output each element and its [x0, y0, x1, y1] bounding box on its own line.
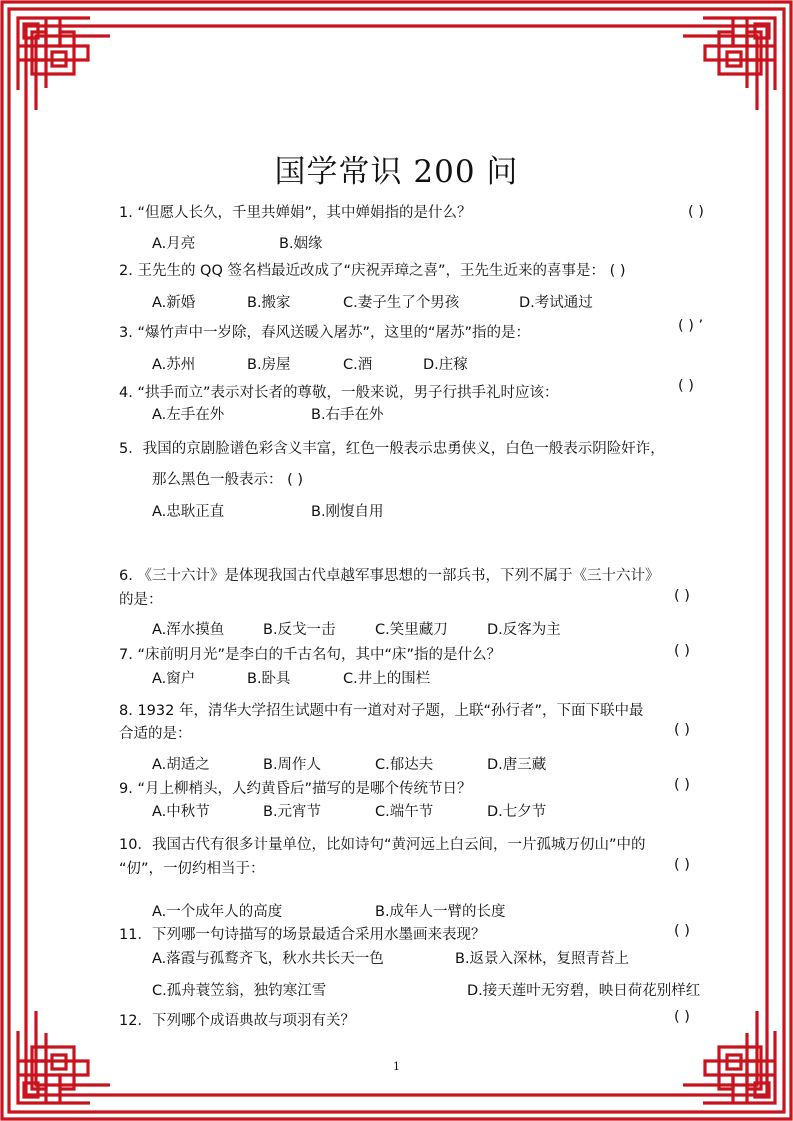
q10-option-b: B.成年人一臂的长度	[375, 904, 506, 920]
answer-paren-3: ( ) ’	[678, 318, 704, 334]
question-11: 11．下列哪一句诗描写的场景最适合采用水墨画来表现？	[119, 927, 486, 943]
q9-option-c: C.端午节	[375, 804, 434, 820]
q11-option-d: D.接天莲叶无穷碧，映日荷花别样红	[467, 983, 701, 999]
answer-paren-4: ( )	[678, 378, 694, 394]
q3-option-c: C.酒	[343, 357, 373, 373]
q7-option-a: A.窗户	[152, 671, 196, 687]
q9-option-b: B.元宵节	[263, 804, 322, 820]
question-5-line-2: 那么黑色一般表示： ( )	[152, 472, 304, 488]
question-4: 4. “拱手而立”表示对长者的尊敬，一般来说，男子行拱手礼时应该：	[119, 385, 559, 401]
question-9: 9. “月上柳梢头，人约黄昏后”描写的是哪个传统节日？	[119, 781, 472, 797]
q2-option-d: D.考试通过	[519, 295, 593, 311]
page-number: 1	[393, 1060, 400, 1073]
answer-paren-7: ( )	[674, 643, 690, 659]
question-10: 10．我国古代有很多计量单位，比如诗句“黄河远上白云间，一片孤城万仞山”中的	[119, 837, 646, 853]
answer-paren-9: ( )	[674, 777, 690, 793]
answer-paren-12: ( )	[674, 1009, 690, 1025]
q6-option-b: B.反戈一击	[263, 622, 336, 638]
q11-option-c: C.孤舟蓑笠翁，独钓寒江雪	[152, 983, 327, 999]
question-5: 5．我国的京剧脸谱色彩含义丰富，红色一般表示忠勇侠义，白色一般表示阴险奸诈，	[119, 441, 665, 457]
q2-option-a: A.新婚	[152, 295, 196, 311]
q8-option-d: D.唐三藏	[487, 757, 547, 773]
answer-paren-8: ( )	[674, 722, 690, 738]
q8-option-b: B.周作人	[263, 757, 322, 773]
answer-paren-11: ( )	[674, 923, 690, 939]
q4-option-a: A.左手在外	[152, 407, 225, 423]
question-8: 8. 1932 年，清华大学招生试题中有一道对对子题，上联“孙行者”，下面下联中最	[119, 703, 644, 719]
page-title: 国学常识 200 问	[274, 154, 519, 190]
q1-option-b: B.姻缘	[279, 236, 323, 252]
answer-paren-10: ( )	[674, 857, 690, 873]
question-3: 3. “爆竹声中一岁除，春风送暖入屠苏”，这里的“屠苏”指的是：	[119, 325, 530, 341]
q4-option-b: B.右手在外	[311, 407, 384, 423]
q11-option-a: A.落霞与孤鹜齐飞，秋水共长天一色	[152, 951, 384, 967]
question-6: 6. 《三十六计》是体现我国古代卓越军事思想的一部兵书，下列不属于《三十六计》	[119, 568, 660, 584]
question-12: 12．下列哪个成语典故与项羽有关？	[119, 1013, 355, 1029]
q3-option-d: D.庄稼	[423, 357, 468, 373]
q3-option-b: B.房屋	[247, 357, 291, 373]
question-6-line-2: 的是：	[119, 592, 163, 608]
q9-option-d: D.七夕节	[487, 804, 547, 820]
q8-option-c: C.郁达夫	[375, 757, 434, 773]
q6-option-d: D.反客为主	[487, 622, 561, 638]
q6-option-a: A.浑水摸鱼	[152, 622, 225, 638]
question-1: 1. “但愿人长久，千里共婵娟”，其中婵娟指的是什么？	[119, 205, 472, 221]
q5-option-a: A.忠耿正直	[152, 504, 225, 520]
question-8-line-2: 合适的是：	[119, 726, 192, 742]
q7-option-b: B.卧具	[247, 671, 291, 687]
q7-option-c: C.井上的围栏	[343, 671, 431, 687]
q3-option-a: A.苏州	[152, 357, 196, 373]
q2-option-c: C.妻子生了个男孩	[343, 295, 460, 311]
q2-option-b: B.搬家	[247, 295, 291, 311]
answer-paren-1: ( )	[688, 204, 704, 220]
q8-option-a: A.胡适之	[152, 757, 210, 773]
q6-option-c: C.笑里藏刀	[375, 622, 448, 638]
question-2: 2. 王先生的 QQ 签名档最近改成了“庆祝弄璋之喜”，王先生近来的喜事是： ( )	[119, 263, 626, 279]
q10-option-a: A.一个成年人的高度	[152, 904, 283, 920]
question-10-line-2: “仞”，一仞约相当于：	[119, 861, 265, 877]
answer-paren-6: ( )	[674, 588, 690, 604]
q11-option-b: B.返景入深林，复照青苔上	[455, 951, 630, 967]
question-7: 7. “床前明月光”是李白的千古名句，其中“床”指的是什么？	[119, 647, 501, 663]
q1-option-a: A.月亮	[152, 236, 196, 252]
q9-option-a: A.中秋节	[152, 804, 210, 820]
q5-option-b: B.刚愎自用	[311, 504, 384, 520]
